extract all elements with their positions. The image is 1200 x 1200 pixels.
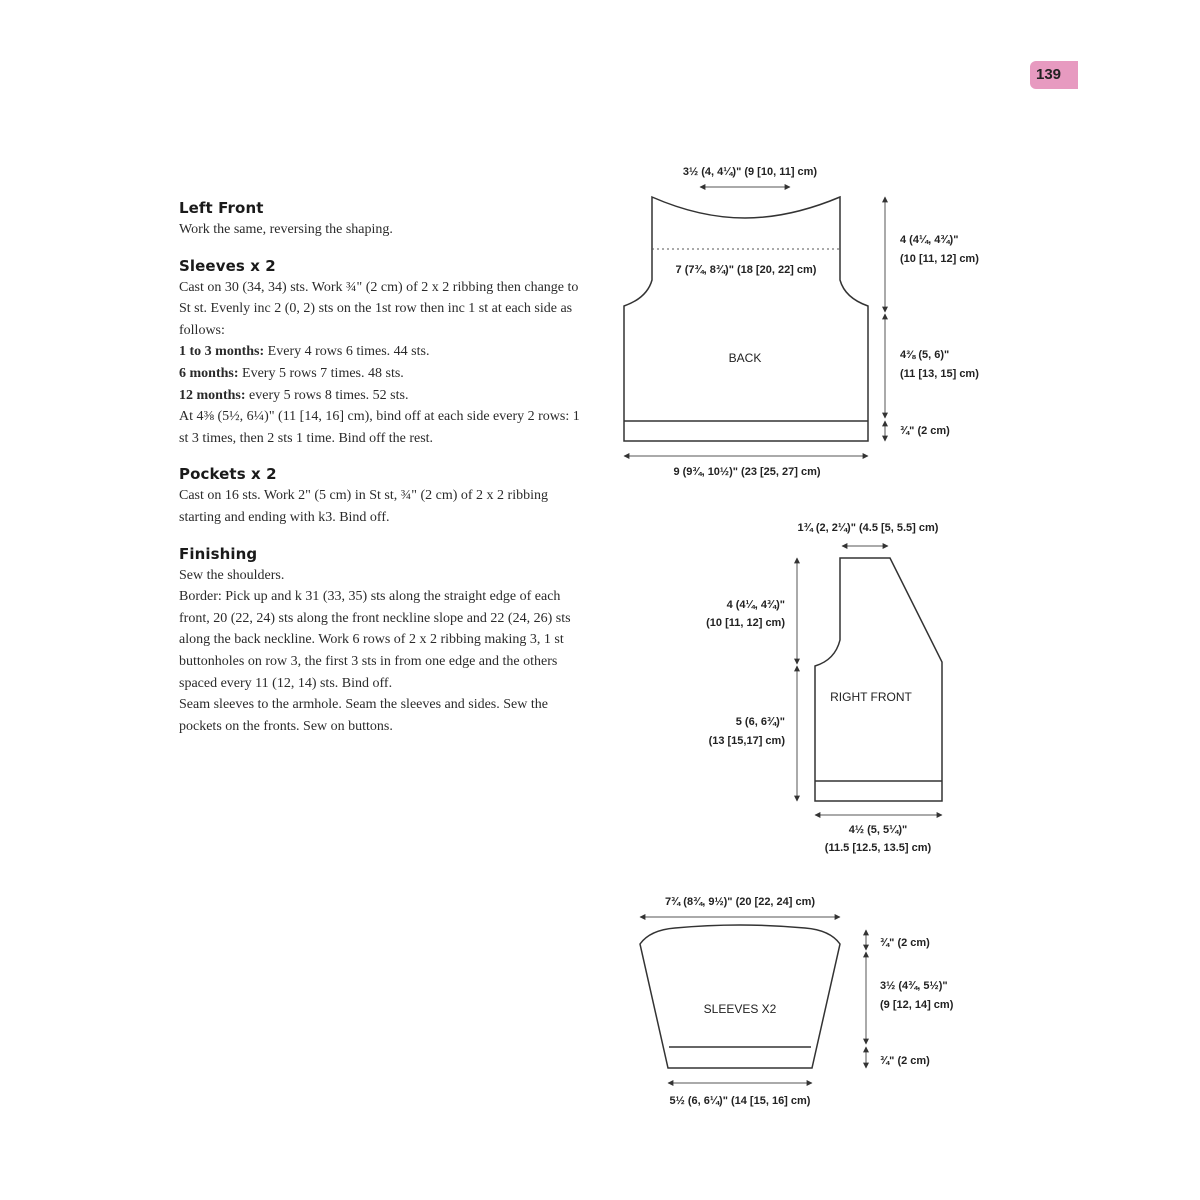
front-width-label: 4½ (5, 5¼)": [848, 824, 908, 836]
back-outline: [624, 197, 868, 441]
size-label: 6 months:: [179, 365, 239, 381]
pockets-text: Cast on 16 sts. Work 2" (5 cm) in St st, ¾" (2 cm) of 2 x 2 ribbing starting and ending with k3. Bind off.: [179, 488, 548, 525]
sleeves-heading: Sleeves x 2: [179, 256, 276, 275]
front-upper-cm-label: (10 [11, 12] cm): [706, 617, 785, 629]
sleeves-label: SLEEVES X2: [703, 1002, 777, 1016]
pockets-heading: Pockets x 2: [179, 465, 277, 484]
front-width-cm-label: (11.5 [12.5, 13.5] cm): [824, 842, 932, 854]
finishing-step: Seam sleeves to the armhole. Seam the sleeves and sides. Sew the pockets on the fronts. Sew on buttons.: [179, 697, 548, 734]
size-instruction: Every 5 rows 7 times. 48 sts.: [238, 365, 404, 381]
back-shoulder-width-label: 7 (7¾, 8¾)" (18 [20, 22] cm): [675, 264, 817, 276]
back-label: BACK: [728, 351, 762, 365]
back-schematic: [624, 166, 979, 478]
right-front-outline: [815, 558, 942, 801]
sleeve-top-width-label: 7¾ (8¾, 9½)" (20 [22, 24] cm): [664, 896, 816, 908]
right-front-schematic: [706, 522, 942, 854]
sleeve-mid-cm-label: (9 [12, 14] cm): [880, 999, 954, 1011]
right-front-label: RIGHT FRONT: [830, 690, 912, 704]
sleeve-mid-label: 3½ (4¾, 5½)": [880, 980, 948, 992]
size-instruction: Every 4 rows 6 times. 44 sts.: [264, 344, 430, 360]
back-width-label: 9 (9¾, 10½)" (23 [25, 27] cm): [673, 466, 821, 478]
back-armhole-cm-label: (10 [11, 12] cm): [900, 253, 979, 265]
front-upper-label: 4 (4¼, 4¾)": [726, 599, 785, 611]
sleeves-intro: Cast on 30 (34, 34) sts. Work ¾" (2 cm) of 2 x 2 ribbing then change to St st. Evenly inc 2 (0, 2) sts on the 1st row then inc 1 st at each side as follows:: [179, 279, 579, 338]
sleeve-bottom-width-label: 5½ (6, 6¼)" (14 [15, 16] cm): [669, 1095, 811, 1107]
finishing-heading: Finishing: [179, 544, 258, 563]
left-front-heading: Left Front: [179, 199, 264, 217]
front-lower-cm-label: (13 [15,17] cm): [708, 735, 785, 747]
sleeves-outro: At 4⅜ (5½, 6¼)" (11 [14, 16] cm), bind off at each side every 2 rows: 1 st 3 times, then 2 sts 1 time. Bind off the rest.: [179, 409, 580, 446]
page-number: 139: [1030, 61, 1078, 89]
size-label: 1 to 3 months:: [179, 344, 265, 360]
back-side-cm-label: (11 [13, 15] cm): [900, 368, 979, 380]
sleeve-rib-bottom-label: ¾" (2 cm): [880, 1055, 930, 1067]
back-rib-label: ¾" (2 cm): [900, 425, 950, 437]
back-neck-width-label: 3½ (4, 4¼)" (9 [10, 11] cm): [682, 166, 818, 178]
left-front-text: Work the same, reversing the shaping.: [179, 222, 393, 237]
front-lower-label: 5 (6, 6¾)": [735, 716, 785, 728]
size-label: 12 months:: [179, 387, 246, 403]
back-side-label: 4⅜ (5, 6)": [900, 349, 950, 361]
front-top-width-label: 1¾ (2, 2¼)" (4.5 [5, 5.5] cm): [797, 522, 939, 534]
sleeves-schematic: [640, 896, 954, 1107]
sleeve-rib-top-label: ¾" (2 cm): [880, 937, 930, 949]
finishing-step: Border: Pick up and k 31 (33, 35) sts along the straight edge of each front, 20 (22, 24) sts along the front neckline slope and 22 (24, 26) sts along the back neckline. Work 6 rows of 2 x 2 ribbing making 3, 1 st buttonholes on row 3, the first 3 sts in from one edge and the others spaced every 11 (12, 14) sts. Bind off.: [179, 589, 571, 691]
back-armhole-label: 4 (4¼, 4¾)": [900, 234, 959, 246]
size-instruction: every 5 rows 8 times. 52 sts.: [245, 387, 409, 403]
finishing-step: Sew the shoulders.: [179, 567, 285, 583]
